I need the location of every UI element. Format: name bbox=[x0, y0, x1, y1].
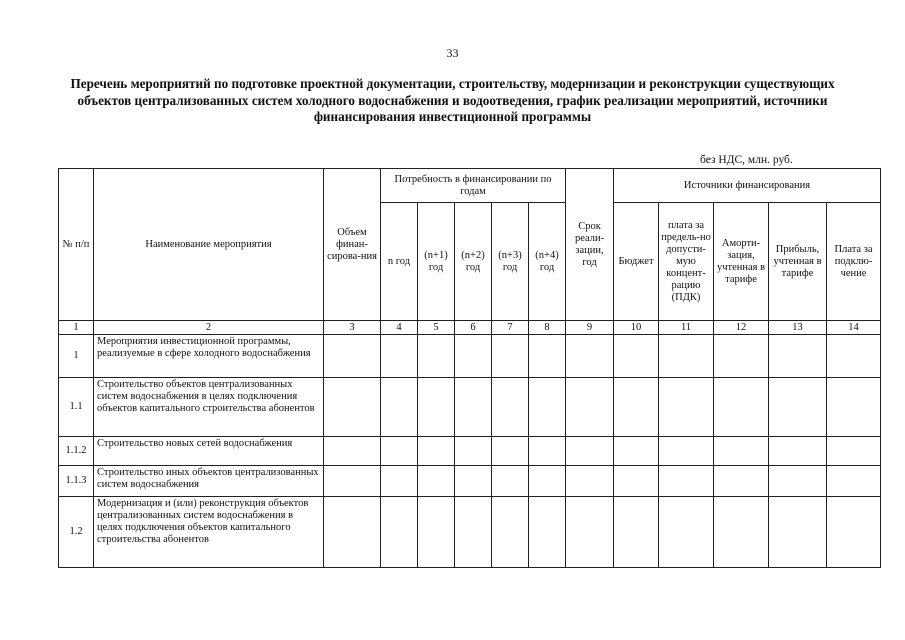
column-number: 5 bbox=[418, 321, 455, 335]
table-row bbox=[59, 497, 881, 568]
row-name: Строительство объектов централизованных систем водоснабжения в целях подключения объектов капитального строительства абонентов bbox=[94, 378, 324, 437]
header-term: Срок реали-зации, год bbox=[566, 169, 614, 321]
header-source: Плата за подклю-чение bbox=[827, 203, 881, 321]
row-name: Модернизация и (или) реконструкция объектов централизованных систем водоснабжения в целях подключения объектов капитального строительства абонентов bbox=[94, 497, 324, 568]
row-name: Строительство иных объектов централизованных систем водоснабжения bbox=[94, 466, 324, 497]
header-year: (n+1) год bbox=[418, 203, 455, 321]
header-num: № п/п bbox=[59, 169, 94, 321]
column-number: 7 bbox=[492, 321, 529, 335]
header-source: Прибыль, учтенная в тарифе bbox=[769, 203, 827, 321]
row-number: 1.2 bbox=[59, 497, 94, 568]
column-number: 12 bbox=[714, 321, 769, 335]
header-source: Аморти-зация, учтенная в тарифе bbox=[714, 203, 769, 321]
row-number: 1 bbox=[59, 335, 94, 378]
page-number: 33 bbox=[446, 46, 459, 60]
row-name: Мероприятия инвестиционной программы, реализуемые в сфере холодного водоснабжения bbox=[94, 335, 324, 378]
column-number: 9 bbox=[566, 321, 614, 335]
column-number: 1 bbox=[59, 321, 94, 335]
units-note: без НДС, млн. руб. bbox=[700, 154, 793, 166]
row-number: 1.1.3 bbox=[59, 466, 94, 497]
header-year: (n+3) год bbox=[492, 203, 529, 321]
column-number: 14 bbox=[827, 321, 881, 335]
table-row bbox=[59, 466, 881, 497]
header-need-group: Потребность в финансировании по годам bbox=[381, 169, 566, 203]
column-number: 13 bbox=[769, 321, 827, 335]
header-year: (n+4) год bbox=[529, 203, 566, 321]
row-number: 1.1 bbox=[59, 378, 94, 437]
header-sources-group: Источники финансирования bbox=[614, 169, 881, 203]
column-number: 3 bbox=[324, 321, 381, 335]
document-title: Перечень мероприятий по подготовке проектной документации, строительству, модернизации и реконструкции существующих объектов централизованных систем холодного водоснабжения и водоотведения, график реализации мероприятий, источники финансирования инвестиционной программы bbox=[70, 76, 835, 124]
column-number: 4 bbox=[381, 321, 418, 335]
column-number: 2 bbox=[94, 321, 324, 335]
table-row bbox=[59, 437, 881, 466]
header-volume: Объем финан-сирова-ния bbox=[324, 169, 381, 321]
header-year: n год bbox=[381, 203, 418, 321]
column-number: 8 bbox=[529, 321, 566, 335]
column-number: 10 bbox=[614, 321, 659, 335]
row-number: 1.1.2 bbox=[59, 437, 94, 466]
investment-measures-table bbox=[58, 168, 881, 568]
table-row bbox=[59, 378, 881, 437]
header-name: Наименование мероприятия bbox=[94, 169, 324, 321]
header-source: Бюджет bbox=[614, 203, 659, 321]
column-number: 11 bbox=[659, 321, 714, 335]
header-source: плата за предель-но допусти-мую концент-рацию (ПДК) bbox=[659, 203, 714, 321]
column-numbers-row bbox=[59, 321, 881, 335]
table-row bbox=[59, 335, 881, 378]
header-row-1 bbox=[59, 169, 881, 203]
row-name: Строительство новых сетей водоснабжения bbox=[94, 437, 324, 466]
column-number: 6 bbox=[455, 321, 492, 335]
header-year: (n+2) год bbox=[455, 203, 492, 321]
